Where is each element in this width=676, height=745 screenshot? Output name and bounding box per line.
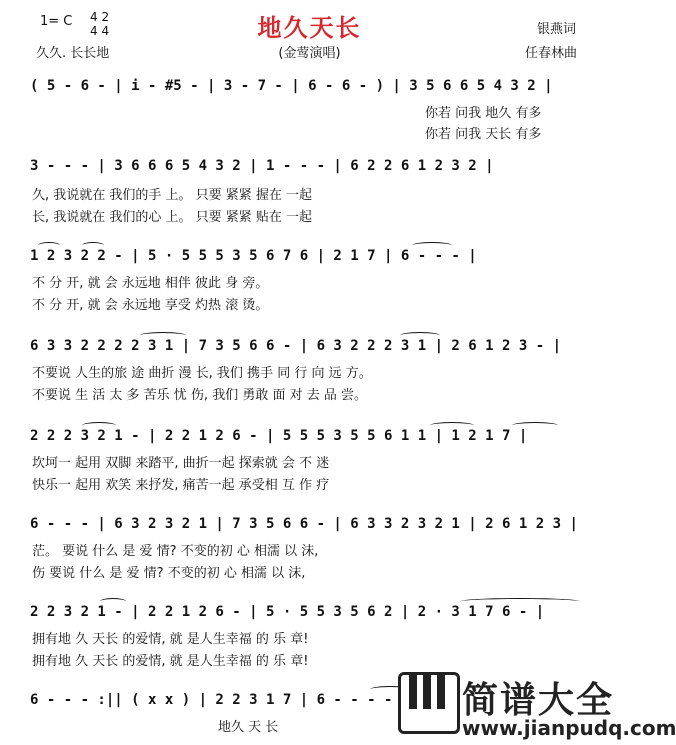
- notation-row-1: ( 5 - 6 - | i - #5 - | 3 - 7 - | 6 - 6 - ) | 3 5 6 6 5 4 3 2 |: [30, 78, 553, 94]
- slur-mark: [38, 242, 60, 249]
- lyric-row-4-verse-1: 不要说 人生的旅 途 曲折 漫 长, 我们 携手 同 行 向 远 方。: [32, 366, 372, 381]
- site-logo-text: 简谱大全: [462, 680, 615, 721]
- slur-mark: [82, 422, 116, 429]
- lyric-row-2-verse-2: 长, 我说就在 我们的心 上。 只要 紧紧 贴在 一起: [32, 210, 313, 225]
- lyric-row-4-verse-2: 不要说 生 活 太 多 苦乐 忧 伤, 我们 勇敢 面 对 去 品 尝。: [32, 388, 367, 403]
- slur-mark: [400, 332, 440, 339]
- notation-row-8: 6 - - - :|| ( x x ) | 2 2 3 1 7 | 6 - - - -: [30, 692, 393, 708]
- title: 地久天长: [257, 14, 362, 42]
- lyric-row-3-verse-1: 不 分 开, 就 会 永远地 相伴 彼此 身 旁。: [32, 276, 269, 291]
- slur-mark: [430, 422, 474, 429]
- composer: 任春林曲: [525, 46, 578, 61]
- slur-mark: [100, 598, 126, 605]
- singer-subtitle: (金莺演唱): [278, 46, 341, 61]
- time-signature-bottom: 4 4: [90, 24, 110, 38]
- intro-label: 久久. 长长地: [36, 46, 110, 61]
- lyric-row-1-verse-2: 你若 问我 天长 有多: [425, 127, 542, 142]
- lyric-row-8-verse-1: 地久 天 长: [218, 720, 279, 735]
- slur-mark: [140, 332, 186, 339]
- time-signature-top: 4 2: [90, 10, 110, 24]
- lyric-row-5-verse-2: 快乐一 起用 欢笑 来抒发, 痛苦一起 承受相 互 作 疗: [32, 478, 330, 493]
- lyric-row-5-verse-1: 坎坷一 起用 双脚 来踏平, 曲折一起 探索就 会 不 迷: [32, 456, 330, 471]
- piano-key: [409, 675, 417, 709]
- lyric-row-2-verse-1: 久, 我说就在 我们的手 上。 只要 紧紧 握在 一起: [32, 188, 313, 203]
- slur-mark: [412, 242, 452, 249]
- lyricist: 银燕词: [537, 22, 577, 37]
- key-signature: 1= C: [40, 14, 73, 29]
- lyric-row-6-verse-1: 茫。 要说 什么 是 爱 情? 不变的初 心 相濡 以 沫,: [32, 544, 319, 559]
- slur-mark: [82, 242, 104, 249]
- notation-row-2: 3 - - - | 3 6 6 6 5 4 3 2 | 1 - - - | 6 2 2 6 1 2 3 2 |: [30, 158, 494, 174]
- site-url[interactable]: www.jianpudq.com: [462, 716, 676, 740]
- slur-mark: [512, 422, 558, 429]
- lyric-row-1-verse-1: 你若 问我 地久 有多: [425, 106, 542, 121]
- lyric-row-6-verse-2: 伤 要说 什么 是 爱 情? 不变的初 心 相濡 以 沫,: [32, 566, 306, 581]
- notation-row-5: 2 2 2 3 2 1 - | 2 2 1 2 6 - | 5 5 5 3 5 5 6 1 1 | 1 2 1 7 |: [30, 428, 528, 444]
- notation-row-4: 6 3 3 2 2 2 2 3 1 | 7 3 5 6 6 - | 6 3 2 2 2 3 1 | 2 6 1 2 3 - |: [30, 338, 562, 354]
- lyric-row-3-verse-2: 不 分 开, 就 会 永远地 享受 灼热 滚 烫。: [32, 298, 269, 313]
- lyric-row-7-verse-1: 拥有地 久 天长 的爱情, 就 是人生幸福 的 乐 章!: [32, 632, 309, 647]
- notation-row-3: 1 2 3 2 2 - | 5 · 5 5 5 3 5 6 7 6 | 2 1 7 | 6 - - - |: [30, 248, 477, 264]
- piano-key: [423, 675, 431, 709]
- lyric-row-7-verse-2: 拥有地 久 天长 的爱情, 就 是人生幸福 的 乐 章!: [32, 654, 309, 669]
- notation-row-6: 6 - - - | 6 3 2 3 2 1 | 7 3 5 6 6 - | 6 3 3 2 3 2 1 | 2 6 1 2 3 |: [30, 516, 578, 532]
- piano-logo-icon: [398, 672, 460, 734]
- slur-mark: [460, 598, 580, 605]
- notation-row-7: 2 2 3 2 1 - | 2 2 1 2 6 - | 5 · 5 5 3 5 6 2 | 2 · 3 1 7 6 - |: [30, 604, 545, 620]
- piano-key: [437, 675, 445, 709]
